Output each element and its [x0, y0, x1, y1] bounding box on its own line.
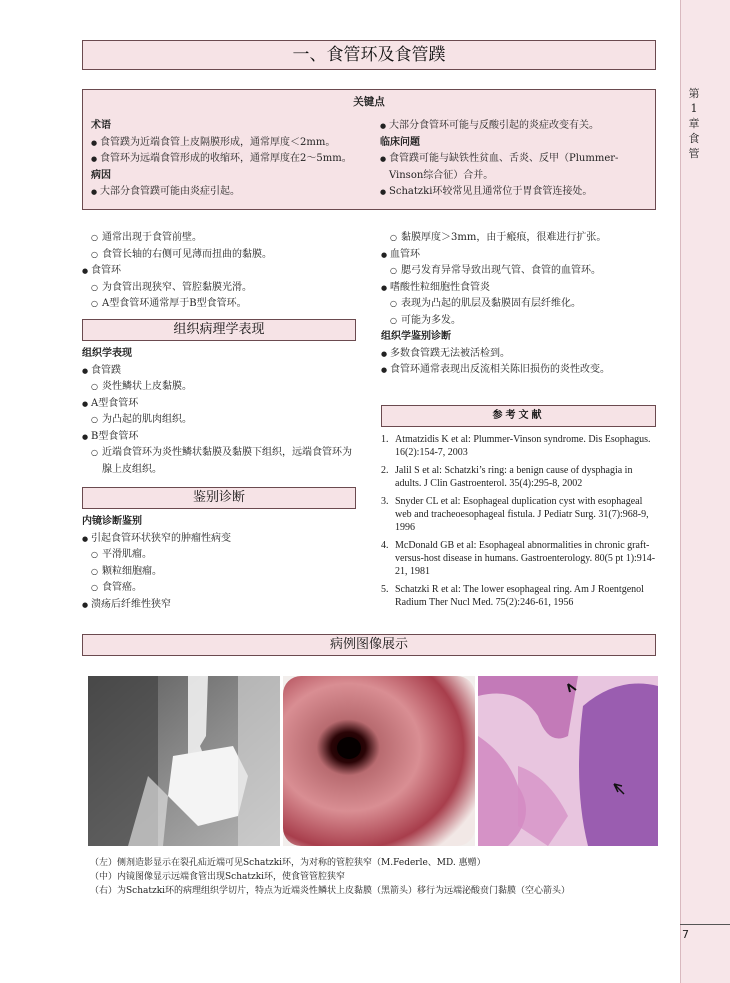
histopathology-list [82, 346, 356, 478]
list-item: ● 食管环为远端食管形成的收缩环，通常厚度在2～5mm。 [91, 151, 374, 168]
reference-text: McDonald GB et al: Esophageal abnormalities in chronic graft-versus-host disease in humans. Gastroenterology. 80(5 pt 1):914-21, 1981 [395, 540, 656, 577]
subheading: 临床问题 [380, 136, 420, 148]
subheading: 内镜诊断鉴别 [82, 516, 142, 527]
reference-text: Snyder CL et al: Esophageal duplication cyst with esophageal web and tracheoesophageal fistula. J Pediatr Surg. 31(7):968-9, 1996 [395, 496, 649, 533]
reference-number: 2. [381, 465, 389, 476]
list-item: ○ 表现为凸起的肌层及黏膜固有层纤维化。 [381, 296, 656, 313]
differential-diagnosis-list [82, 514, 356, 613]
list-item: ● 大部分食管环可能与反酸引起的炎症改变有关。 [380, 118, 650, 135]
list-item: ○ 食管长轴的右侧可见薄而扭曲的黏膜。 [82, 247, 356, 264]
list-item: ○ 平滑肌瘤。 [82, 547, 356, 564]
list-item: ● 引起食管环状狭窄的肿瘤性病变 [82, 531, 356, 548]
list-item: ● 大部分食管蹼可能由炎症引起。 [91, 184, 374, 201]
caption-middle: （中）内镜图像显示远端食管出现Schatzki环，使食管管腔狭窄 [90, 872, 346, 882]
list-item: ○ 为凸起的肌肉组织。 [82, 412, 356, 429]
key-points-right [380, 118, 650, 201]
list-item: ● 食管蹼为近端食管上皮隔膜形成，通常厚度＜2mm。 [91, 135, 374, 152]
caption-right: （右）为Schatzki环的病理组织学切片，特点为近端炎性鳞状上皮黏膜（黑箭头）移行为远端泌酸贲门黏膜（空心箭头） [90, 886, 571, 896]
reference-item [381, 464, 656, 490]
reference-number: 4. [381, 540, 389, 551]
list-item: ○ A型食管环通常厚于B型食管环。 [82, 296, 356, 313]
list-item: ● 食管蹼 [82, 363, 356, 380]
histopathology-heading: 组织病理学表现 [82, 319, 356, 341]
list-item: ● Schatzki环较常见且通常位于胃食管连接处。 [380, 184, 650, 201]
references-heading: 参考文献 [381, 405, 656, 427]
subheading: 组织学鉴别诊断 [381, 331, 451, 342]
caption-left: （左）侧剂造影显示在裂孔疝近端可见Schatzki环，为对称的管腔狭窄（M.Federle、MD. 惠赠） [90, 858, 486, 868]
left-top-list [82, 230, 356, 313]
reference-item [381, 583, 656, 609]
subheading: 组织学表现 [82, 348, 132, 359]
list-item: ● 食管环通常表现出反流相关陈旧损伤的炎性改变。 [381, 362, 656, 379]
right-top-list [381, 230, 656, 379]
list-item: ● 嗜酸性粒细胞性食管炎 [381, 280, 656, 297]
reference-number: 1. [381, 434, 389, 445]
list-item: ○ 炎性鳞状上皮黏膜。 [82, 379, 356, 396]
subheading: 病因 [91, 169, 111, 181]
list-item: ● 溃疡后纤维性狭窄 [82, 597, 356, 614]
case-images-heading: 病例图像展示 [82, 634, 656, 656]
list-item: ○ 黏膜厚度＞3mm，由于瘢痕，很难进行扩张。 [381, 230, 656, 247]
references-list [381, 433, 656, 614]
histology-image [478, 676, 658, 846]
list-item: ○ 近端食管环为炎性鳞状黏膜及黏膜下组织，远端食管环为腺上皮组织。 [82, 445, 356, 478]
key-points-box [82, 89, 656, 210]
key-points-heading: 关键点 [353, 96, 385, 108]
subheading: 术语 [91, 120, 111, 131]
page-number: 7 [682, 928, 689, 941]
reference-number: 5. [381, 584, 389, 595]
list-item: ● 多数食管蹼无法被活检到。 [381, 346, 656, 363]
differential-diagnosis-heading: 鉴别诊断 [82, 487, 356, 509]
reference-text: Jalil S et al: Schatzki’s ring: a benign cause of dysphagia in adults. J Clin Gastroenterol. 35(4):295-8, 2002 [395, 465, 633, 489]
chapter-label [686, 86, 702, 161]
reference-text: Schatzki R et al: The lower esophageal ring. Am J Roentgenol Radium Ther Nucl Med. 75(2):246-61, 1956 [395, 584, 644, 608]
list-item: ● A型食管环 [82, 396, 356, 413]
xray-image [88, 676, 280, 846]
list-item: ○ 颗粒细胞瘤。 [82, 564, 356, 581]
page-title: 一、食管环及食管蹼 [82, 40, 656, 70]
reference-item [381, 433, 656, 459]
list-item: ● 食管蹼可能与缺铁性贫血、舌炎、反甲（Plummer-Vinson综合征）合并。 [380, 151, 650, 184]
list-item: ● B型食管环 [82, 429, 356, 446]
key-points-left [91, 118, 374, 201]
list-item: ○ 可能为多发。 [381, 313, 656, 330]
list-item: ○ 食管癌。 [82, 580, 356, 597]
endoscopy-image [283, 676, 475, 846]
list-item: ○ 腮弓发育异常导致出现气管、食管的血管环。 [381, 263, 656, 280]
reference-item [381, 495, 656, 534]
figure-captions [90, 856, 650, 898]
list-item: ● 血管环 [381, 247, 656, 264]
page-number-rule [680, 924, 730, 925]
reference-number: 3. [381, 496, 389, 507]
list-item: ○ 为食管出现狭窄、管腔黏膜光滑。 [82, 280, 356, 297]
reference-text: Atmatzidis K et al: Plummer-Vinson syndrome. Dis Esophagus. 16(2):154-7, 2003 [395, 434, 651, 458]
list-item: ○ 通常出现于食管前壁。 [82, 230, 356, 247]
list-item: ● 食管环 [82, 263, 356, 280]
chapter-text: 第1章食管 [688, 87, 700, 160]
reference-item [381, 539, 656, 578]
